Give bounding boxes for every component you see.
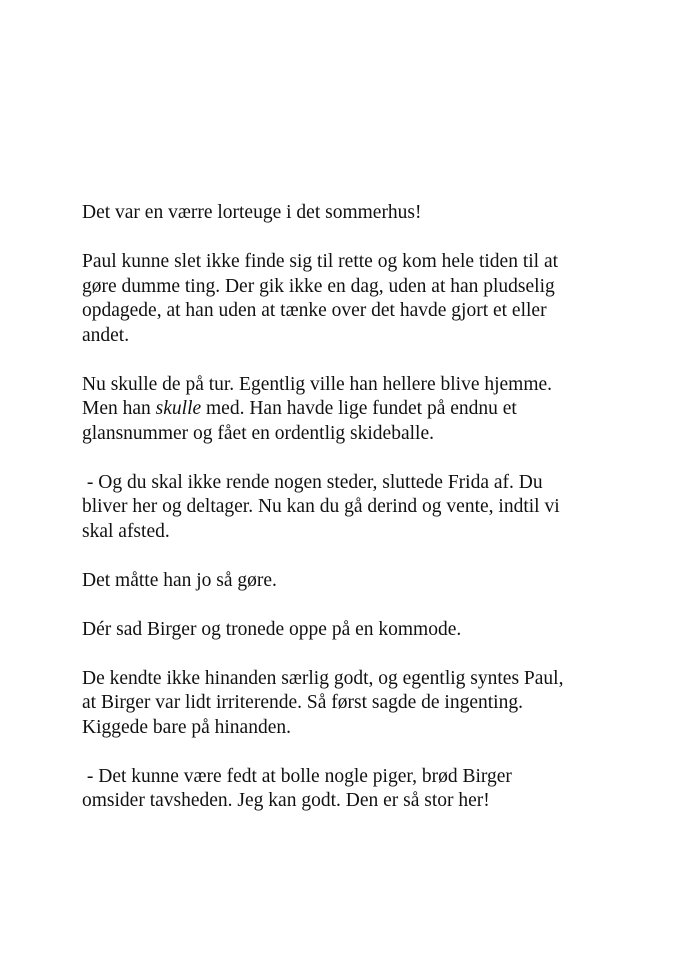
paragraph-4 <box>82 471 622 545</box>
text-line: skal afsted. <box>82 520 170 542</box>
text-line: Paul kunne slet ikke finde sig til rette og kom hele tiden til at <box>82 251 559 272</box>
text-line: gøre dumme ting. Der gik ikke en dag, uden at han pludselig <box>82 275 555 297</box>
text-line: - Og du skal ikke rende nogen steder, sluttede Frida af. Du <box>82 471 543 493</box>
text-run: med. Han havde lige fundet på endnu et <box>201 398 517 419</box>
text-line: - Det kunne være fedt at bolle nogle piger, brød Birger <box>82 765 512 787</box>
text-line: Kiggede bare på hinanden. <box>82 716 291 738</box>
paragraph-3 <box>82 373 622 447</box>
text-line: Det måtte han jo så gøre. <box>82 569 277 591</box>
body-text <box>82 201 622 814</box>
italic-word: skulle <box>155 398 202 419</box>
paragraph-8 <box>82 765 622 814</box>
text-line: Nu skulle de på tur. Egentlig ville han hellere blive hjemme. <box>82 373 553 395</box>
text-line: De kendte ikke hinanden særlig godt, og egentlig syntes Paul, <box>82 667 564 689</box>
text-line: Dér sad Birger og tronede oppe på en kommode. <box>82 618 462 640</box>
text-line: andet. <box>82 324 130 346</box>
paragraph-2 <box>82 250 622 348</box>
text-line: at Birger var lidt irriterende. Så først sagde de ingenting. <box>82 692 523 713</box>
text-line: omsider tavsheden. Jeg kan godt. Den er så stor her! <box>82 790 490 811</box>
text-line: glansnummer og fået en ordentlig skideballe. <box>82 422 434 444</box>
paragraph-7 <box>82 667 622 741</box>
paragraph-5 <box>82 569 622 594</box>
text-line: opdagede, at han uden at tænke over det havde gjort et eller <box>82 300 547 321</box>
text-line: Det var en værre lorteuge i det sommerhus! <box>82 202 422 223</box>
text-line-with-italic <box>82 397 622 422</box>
paragraph-1 <box>82 201 622 226</box>
text-run: Men han <box>82 398 156 419</box>
text-line: bliver her og deltager. Nu kan du gå derind og vente, indtil vi <box>82 496 560 517</box>
paragraph-6 <box>82 618 622 643</box>
